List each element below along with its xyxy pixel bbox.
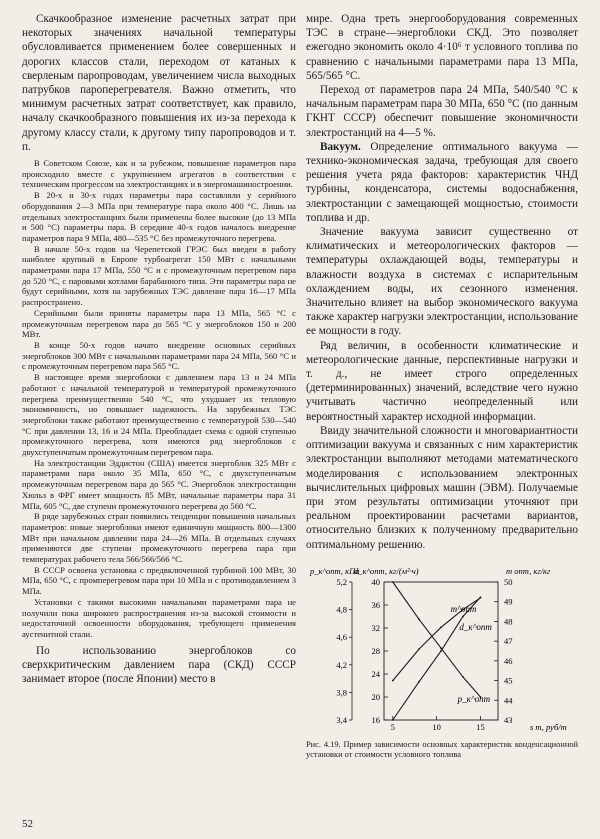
m-tick-label: 47 xyxy=(504,635,513,646)
left-column xyxy=(22,12,296,686)
small-paragraph: Серийными были приняты параметры пара 13 МПа, 565 °С с промежуточным перегревом пара до 565 °С у энергоблоков 150 и 200 МВт. xyxy=(22,307,296,340)
small-paragraph: В Советском Союзе, как и за рубежом, повышение параметров пара происходило вместе с укрупнением агрегатов в соответствии с техническим прогрессом на электростанциях и в энергомашиностроении. xyxy=(22,158,296,190)
series-line-d xyxy=(393,582,481,697)
series-point-d xyxy=(418,618,420,620)
d-axis-label: d_к^опт, кг/(м²·ч) xyxy=(354,565,419,576)
figure-caption: Рис. 4.19. Пример зависимости основных характеристик конденсационной установки от стоимости условного топлива xyxy=(306,739,578,760)
series-point-p xyxy=(418,680,420,682)
series-point-m xyxy=(392,679,394,681)
paragraph: Ввиду значительной сложности и многовариантности оптимизации вакуума и связанных с ним характеристик электростанции выполняют методами математического моделирования с использованием электронных вычислительных цифровых машин (ЭВМ). Получаемые при этом результаты оптимизации уточняют при реальном проектировании расчетами вариантов, относительно близких к полученному предварительно оптимальному решению. xyxy=(306,424,578,551)
m-tick-label: 44 xyxy=(504,695,513,706)
series-point-p xyxy=(480,596,482,598)
m-tick-label: 49 xyxy=(504,596,513,607)
small-paragraph: В 20-х и 30-х годах параметры пара составляли у серийного оборудования 2—3 МПа при температуре пара около 400 °С. Лишь на отдельных электростанциях были применены более высокие (до 13 МПа и 500 °С) параметры пара. В середине 40-х годов началось внедрение параметров пара 9 МПа, 480—535 °С без промежуточного перегрева. xyxy=(22,190,296,243)
small-paragraph: Установки с такими высокими начальными параметрами пара не получили пока широкого распространения из-за высокой стоимости и недостаточной освоенности оборудования, требующего применения аустенитной стали. xyxy=(22,596,296,639)
d-tick-label: 36 xyxy=(371,599,380,610)
m-axis-label: m опт, кг/кг xyxy=(506,565,551,576)
series-point-m xyxy=(418,648,420,650)
series-point-d xyxy=(462,676,464,678)
m-tick-label: 46 xyxy=(504,655,513,666)
d-tick-label: 32 xyxy=(371,622,380,633)
small-paragraph: В конце 50-х годов начато внедрение основных серийных энергоблоков 300 МВт с начальными параметрами пара 24 МПа, 560 °С и с промежуточным перегревом пара 565 °С. xyxy=(22,339,296,372)
series-point-p xyxy=(440,650,442,652)
series-point-d xyxy=(440,647,442,649)
paragraph: Ряд величин, в особенности климатические и метеорологические данные, перспективные нагрузки и т. д., не имеет строго определенных (детерминированных) значений, вследствие чего нужно учитывать частично неопределенный или вероятностный характер исходной информации. xyxy=(306,339,578,423)
paragraph: Скачкообразное изменение расчетных затрат при некоторых значениях начальной температуры обусловливается применением более совершенных и дорогих классов стали, переходом от катаных к сверленым паропроводам, увеличением числа выходных патрубков пароперегревателя. Важно отметить, что минимум расчетных затрат соответствует, как правило, началу скачкообразного повышения их из-за перехода к другому классу стали, к другому типу паропроводов и т. п. xyxy=(22,13,296,153)
series-label-p: p_к^опт xyxy=(457,693,491,704)
series-point-d xyxy=(392,581,394,583)
paragraph: Значение вакуума зависит существенно от климатических и метеорологических факторов — температуры охлаждающей воды, температуры и влажности воздуха в системах с испарительным охлаждением воды, их сезонного изменения. Значительно влияет на выбор экономического вакуума также характер нагрузки электростанции, использование ее мощности в году. xyxy=(306,226,578,338)
paragraph: мире. Одна треть энергооборудования современных ТЭС в стране—энергоблоки СКД. Это позволяет ежегодно экономить около 4·10⁶ т условного топлива по сравнению с начальными параметрами пара 13 МПа, 565/565 °С. xyxy=(306,13,578,82)
x-axis-label: s т, руб/т xyxy=(530,721,567,732)
series-label-d: d_к^опт xyxy=(459,621,492,632)
d-tick-label: 16 xyxy=(371,714,380,725)
page-number: 52 xyxy=(22,818,33,830)
d-tick-label: 24 xyxy=(371,668,380,679)
small-paragraph: В СССР освоена установка с предвключенной турбиной 100 МВт, 30 МПа, 650 °С, с промперегревом пара при 10 МПа и с противодавлением 3 МПа. xyxy=(22,564,296,597)
m-tick-label: 43 xyxy=(504,714,513,725)
small-paragraph: В ряде зарубежных стран появились тенденции повышения начальных параметров: новые энергоблоки имеют единичную мощность 800—1300 МВт при начальном давлении пара 24—26 МПа. В отдельных случаях применяются две ступени промежуточного перегрева пара при температурах рабочего тела 566/566/566 °С. xyxy=(22,511,296,565)
p-tick-label: 3,4 xyxy=(336,714,347,725)
chart-svg xyxy=(306,560,578,738)
small-paragraph: В настоящее время энергоблоки с давлением пара 13 и 24 МПа работают с начальной температурой и температурой промежуточного перегрева преимущественно 540 °С, что ухудшает их тепловую экономичность, но повышает надежность. На зарубежных ТЭС энергоблоки также работают преимущественно с температурой 530—540 °С при давлении 13, 16 и 24 МПа. Преобладает схема с одной ступенью промежуточного перегрева, хотя имеются ряд энергоблоков с двухступенчатым промежуточным перегревом пара. xyxy=(22,372,296,458)
d-tick-label: 20 xyxy=(371,691,380,702)
p-tick-label: 5,2 xyxy=(336,576,347,587)
figure-4-19 xyxy=(306,560,578,738)
series-point-p xyxy=(462,615,464,617)
m-tick-label: 48 xyxy=(504,616,513,627)
m-tick-label: 45 xyxy=(504,675,513,686)
paragraph xyxy=(306,140,578,225)
series-point-m xyxy=(440,626,442,628)
small-paragraph: На электростанции Эддистон (США) имеется энергоблок 325 МВт с параметрами пара около 35 МПа, 650 °С, с двухступенчатым промежуточным перегревом пара до 565 °С. Энергоблок электростанции Хюльз в ФРГ имеет мощность 85 МВт, начальные параметры пара 31 МПа, 605 °С, две ступени промежуточного перегрева до 560 °С. xyxy=(22,457,296,511)
small-paragraph: В начале 50-х годов на Черепетской ГРЭС был введен в работу наиболее крупный в Европе турбоагрегат 150 МВт с начальными параметрами пара 17 МПа, 550 °С и с промежуточным перегревом пара до 520 °С, с паровыми котлами барабанного типа. Эти параметры пара не будут серийными, хотя на зарубежных ТЭС давление пара 16—17 МПа распространено. xyxy=(22,243,296,308)
p-axis-label: p_к^опт, кПа xyxy=(310,565,360,576)
d-tick-label: 28 xyxy=(371,645,380,656)
p-tick-label: 4,6 xyxy=(336,631,347,642)
paragraph: По использованию энергоблоков со сверхкритическим давлением пара (СКД) СССР занимает второе (после Японии) место в xyxy=(22,644,296,686)
paragraph-text: Определение оптимального вакуума — технико-экономическая задача, требующая для своего решения учета ряда факторов: характеристик ЧНД турбины, конденсатора, системы водоснабжения, электростанции с замещающей мощностью, стоимости топлива и др. xyxy=(306,140,578,224)
p-tick-label: 4,8 xyxy=(336,604,347,615)
x-tick-label: 10 xyxy=(432,721,441,732)
d-tick-label: 40 xyxy=(371,576,380,587)
x-tick-label: 5 xyxy=(390,721,395,732)
series-point-p xyxy=(392,719,394,721)
p-tick-label: 4,2 xyxy=(336,659,347,670)
x-tick-label: 15 xyxy=(476,721,485,732)
paragraph: Переход от параметров пара 24 МПа, 540/540 °С к начальным параметрам пара 30 МПа, 650 °С (по данным ГКНТ СССР) обеспечит повышение экономичности электростанций на 4—5 %. xyxy=(306,84,578,139)
m-tick-label: 50 xyxy=(504,576,513,587)
series-label-m: m^опт xyxy=(450,603,477,614)
right-column xyxy=(306,12,578,761)
section-heading: Вакуум. xyxy=(320,140,361,153)
p-tick-label: 3,8 xyxy=(336,687,347,698)
